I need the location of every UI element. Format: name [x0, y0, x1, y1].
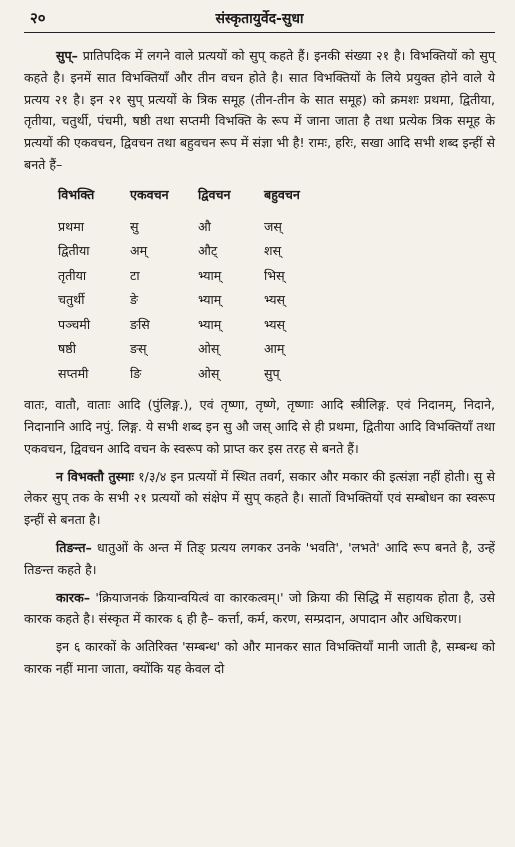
column-header: विभक्ति	[58, 187, 95, 203]
paragraph-karak	[24, 587, 495, 631]
paragraph-na-vibhaktau-text: १/३/४ इन प्रत्ययों में स्थित तवर्ग, सकार और मकार की इत्संज्ञा नहीं होती। सु से लेकर सुप् तक के सभी २१ प्रत्ययों को संक्षेप में सुप् कहते है। सातों विभक्तियों एवं सम्बोधन का स्वरूप इन्हीं से बनता है।	[24, 468, 495, 528]
table-cell: भ्याम्	[198, 292, 222, 308]
page-number: २०	[30, 9, 46, 27]
paragraph-tingant	[24, 537, 495, 581]
table-cell: सप्तमी	[58, 365, 89, 381]
table-cell: ङि	[130, 365, 142, 381]
page-header	[24, 8, 495, 33]
paragraph-tingant-text: धातुओं के अन्त में तिङ् प्रत्यय लगकर उनके 'भवति', 'लभते' आदि रूप बनते है, उन्हें तिङन्त कहते है।	[24, 540, 495, 577]
paragraph-karak-text: 'क्रियाजनकं क्रियान्वयित्वं वा कारकत्वम्।' जो क्रिया की सिद्धि में सहायक होता है, उसे कारक कहते है। संस्कृत में कारक ६ ही है– कर्त्ता, कर्म, करण, सम्प्रदान, अपादान और अधिकरण।	[24, 589, 495, 627]
term-karak: कारक–	[56, 589, 91, 605]
term-tingant: तिङन्त–	[56, 540, 92, 556]
table-cell: भ्यस्	[264, 292, 286, 308]
table-cell: चतुर्थी	[58, 292, 85, 308]
table-cell: आम्	[264, 341, 285, 357]
column-header: द्विवचन	[198, 187, 231, 203]
table-row	[58, 361, 334, 386]
table-row	[58, 214, 334, 239]
paragraph-vata: वातः, वातौ, वाताः आदि (पुंलिङ्ग.), एवं तृष्णा, तृष्णे, तृष्णाः आदि स्त्रीलिङ्ग. एवं निदानम्, निदाने, निदानानि आदि नपुं. लिङ्ग. ये सभी शब्द इन सु औ जस् आदि से ही प्रथमा, द्वितीया आदि विभक्तियाँ तथा एकवचन, द्विवचन आदि वचन के स्वरूप को प्राप्त कर इस तरह से बनते हैं।	[24, 397, 495, 456]
table-cell: औट्	[198, 243, 218, 259]
table-cell: सु	[130, 218, 139, 234]
table-cell: भ्यस्	[264, 316, 286, 332]
paragraph-sup	[24, 45, 495, 176]
column-header: एकवचन	[130, 187, 169, 203]
table-cell: टा	[130, 267, 140, 283]
table-cell: पञ्चमी	[58, 316, 91, 332]
column-header: बहुवचन	[264, 187, 300, 203]
table-cell: ओस्	[198, 341, 220, 357]
table-row	[58, 238, 334, 263]
table-cell: ङे	[130, 292, 139, 308]
paragraph-sup-text: प्रातिपदिक में लगने वाले प्रत्ययों को सुप् कहते हैं। इनकी संख्या २१ है। विभक्तियों को सुप् कहते है। इनमें सात विभक्तियाँ और तीन वचन होते है। सात विभक्तियों के लिये प्रयुक्त होने वाले ये प्रत्यय २१ है। इन २१ सुप् प्रत्ययों के त्रिक समूह (तीन-तीन के सात समूह) को क्रमशः प्रथमा, द्वितीया, तृतीया, चतुर्थी, पंचमी, षष्ठी तथा सप्तमी विभक्ति के रूप में जाना जाता है तथा प्रत्येक त्रिक समूह के प्रत्ययों की एकवचन, द्विवचन तथा बहुवचन रूप में संज्ञा भी है! रामः, हरिः, सखा आदि सभी शब्द इन्हीं से बनते हैं–	[24, 48, 495, 172]
table-cell: शस्	[264, 243, 282, 259]
term-na-vibhaktau: न विभक्तौ तुस्माः	[56, 468, 134, 484]
table-cell: प्रथमा	[58, 218, 85, 234]
vibhakti-table	[58, 186, 334, 386]
paragraph-last: इन ६ कारकों के अतिरिक्त 'सम्बन्ध' को और मानकर सात विभक्तियाँ मानी जाती है, सम्बन्ध को कारक नहीं माना जाता, क्योंकि यह केवल दो	[24, 639, 495, 677]
table-cell: सुप्	[264, 365, 280, 381]
table-cell: अम्	[130, 243, 148, 259]
table-cell: ङसि	[130, 316, 150, 332]
table-cell: भ्याम्	[198, 267, 222, 283]
table-cell: भ्याम्	[198, 316, 222, 332]
table-header-row	[58, 186, 334, 214]
table-cell: तृतीया	[58, 267, 87, 283]
table-row	[58, 336, 334, 361]
table-row	[58, 263, 334, 288]
term-sup: सुप्–	[56, 48, 78, 63]
table-cell: षष्ठी	[58, 341, 76, 357]
table-cell: औ	[198, 218, 211, 234]
table-cell: ओस्	[198, 365, 220, 381]
paragraph-na-vibhaktau	[24, 466, 495, 531]
table-cell: भिस्	[264, 267, 285, 283]
table-row	[58, 312, 334, 337]
running-head: संस्कृतायुर्वेद-सुधा	[215, 11, 304, 27]
table-row	[58, 287, 334, 312]
table-cell: जस्	[264, 218, 282, 234]
table-cell: द्वितीया	[58, 243, 90, 259]
table-cell: ङस्	[130, 341, 147, 357]
